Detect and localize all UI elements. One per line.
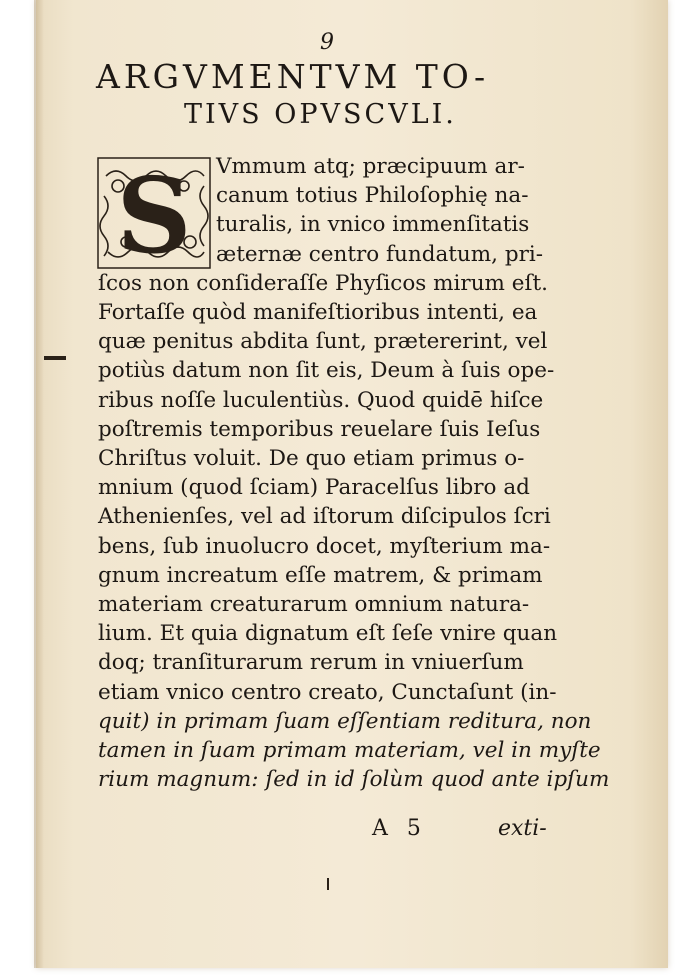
text-line: quit) in primam ſuam eſſentiam reditura, non [98, 708, 592, 734]
text-line: poſtremis temporibus reuelare ſuis Ieſus [98, 416, 541, 442]
text-line: potiùs datum non ſit eis, Deum à ſuis ope- [98, 358, 555, 384]
text-line: Fortaſſe quòd manifeſtioribus intenti, ea [98, 300, 538, 326]
text-line: bens, ſub inuolucro docet, myſterium ma- [98, 533, 551, 559]
text-line: ribus noſſe luculentiùs. Quod quidē hiſce [98, 387, 544, 413]
title-line-1: ARGVMENTVM TO- [96, 57, 490, 96]
text-line: mnium (quod ſciam) Paracelſus libro ad [98, 475, 530, 501]
text-line: Vmmum atq; præcipuum ar- [216, 154, 525, 179]
text-line: lium. Et quia dignatum eſt ſeſe vnire quan [98, 621, 558, 647]
svg-text:S: S [116, 154, 192, 277]
body-text [98, 152, 610, 794]
title-line-2: TIVS OPVSCVLI. [184, 99, 457, 130]
catchword: exti- [498, 816, 547, 841]
text-line: gnum increatum eſſe matrem, & primam [98, 562, 543, 588]
text-line: doq; tranſiturarum rerum in vniuerſum [98, 650, 524, 676]
chapter-title [96, 58, 566, 134]
text-line: Athenienſes, vel ad iſtorum diſcipulos ſcri [98, 504, 551, 530]
gutter-shadow [34, 0, 44, 968]
text-line: tamen in ſuam primam materiam, vel in myſte [98, 738, 601, 764]
print-speck [327, 878, 329, 890]
text-line: materiam creaturarum omnium natura- [98, 592, 530, 618]
text-line: quæ penitus abdita ſunt, prætererint, vel [98, 329, 548, 355]
text-line: canum totius Philoſophię na- [216, 183, 529, 209]
margin-blot [44, 356, 66, 360]
text-line: æternæ centro fundatum, pri- [216, 241, 544, 267]
text-line: rium magnum: ſed in id ſolùm quod ante ipſum [98, 767, 610, 793]
page-number: 9 [320, 30, 334, 55]
text-line: ſcos non conſideraſſe Phyſicos mirum eſt. [98, 270, 548, 296]
text-line: turalis, in vnico immenſitatis [216, 212, 530, 238]
text-line: Chriſtus voluit. De quo etiam primus o- [98, 446, 525, 472]
signature-mark: A 5 [372, 816, 427, 841]
text-line: etiam vnico centro creato, Cunctaſunt (in- [98, 679, 557, 705]
